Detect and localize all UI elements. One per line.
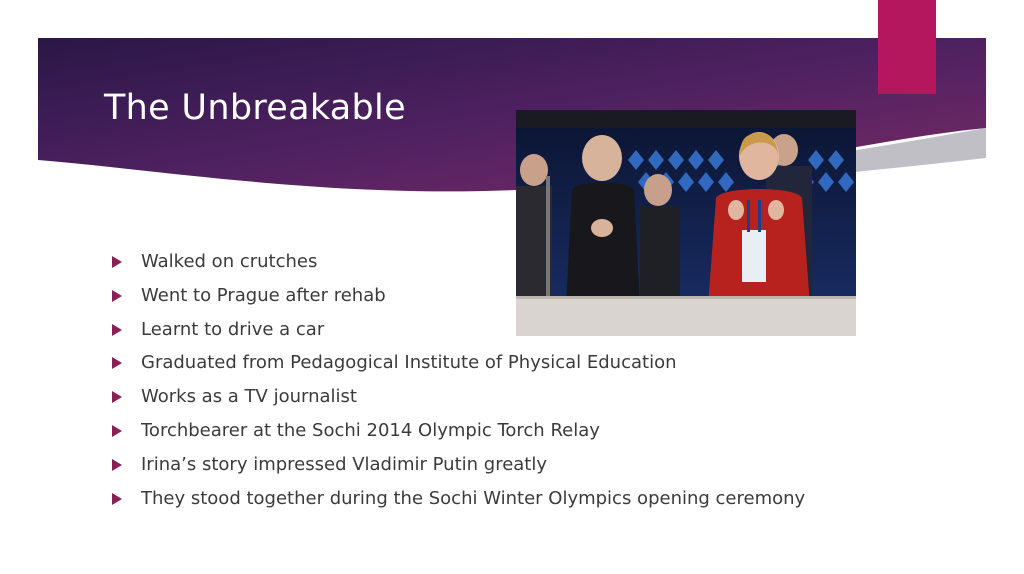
- bullet-text: They stood together during the Sochi Winter Olympics opening ceremony: [141, 487, 806, 509]
- bullet-arrow-icon: [112, 324, 122, 336]
- bullet-arrow-icon: [112, 391, 122, 403]
- slide-title: The Unbreakable: [104, 88, 406, 128]
- bullet-text: Works as a TV journalist: [141, 386, 357, 408]
- bullet-arrow-icon: [112, 290, 122, 302]
- bullet-arrow-icon: [112, 357, 122, 369]
- bullet-text: Went to Prague after rehab: [141, 284, 386, 306]
- bullet-arrow-icon: [112, 425, 122, 437]
- bullet-text: Irina’s story impressed Vladimir Putin greatly: [141, 453, 548, 475]
- bullet-text: Graduated from Pedagogical Institute of Physical Education: [141, 352, 677, 374]
- bullet-arrow-icon: [112, 256, 122, 268]
- photo-ceremony-image: [516, 110, 856, 336]
- bullet-text: Walked on crutches: [141, 251, 318, 272]
- bullet-arrow-icon: [112, 493, 122, 505]
- accent-tab: [878, 0, 936, 94]
- bullet-arrow-icon: [112, 459, 122, 471]
- bullet-text: Learnt to drive a car: [141, 318, 325, 340]
- bullet-text: Torchbearer at the Sochi 2014 Olympic Torch Relay: [141, 419, 600, 441]
